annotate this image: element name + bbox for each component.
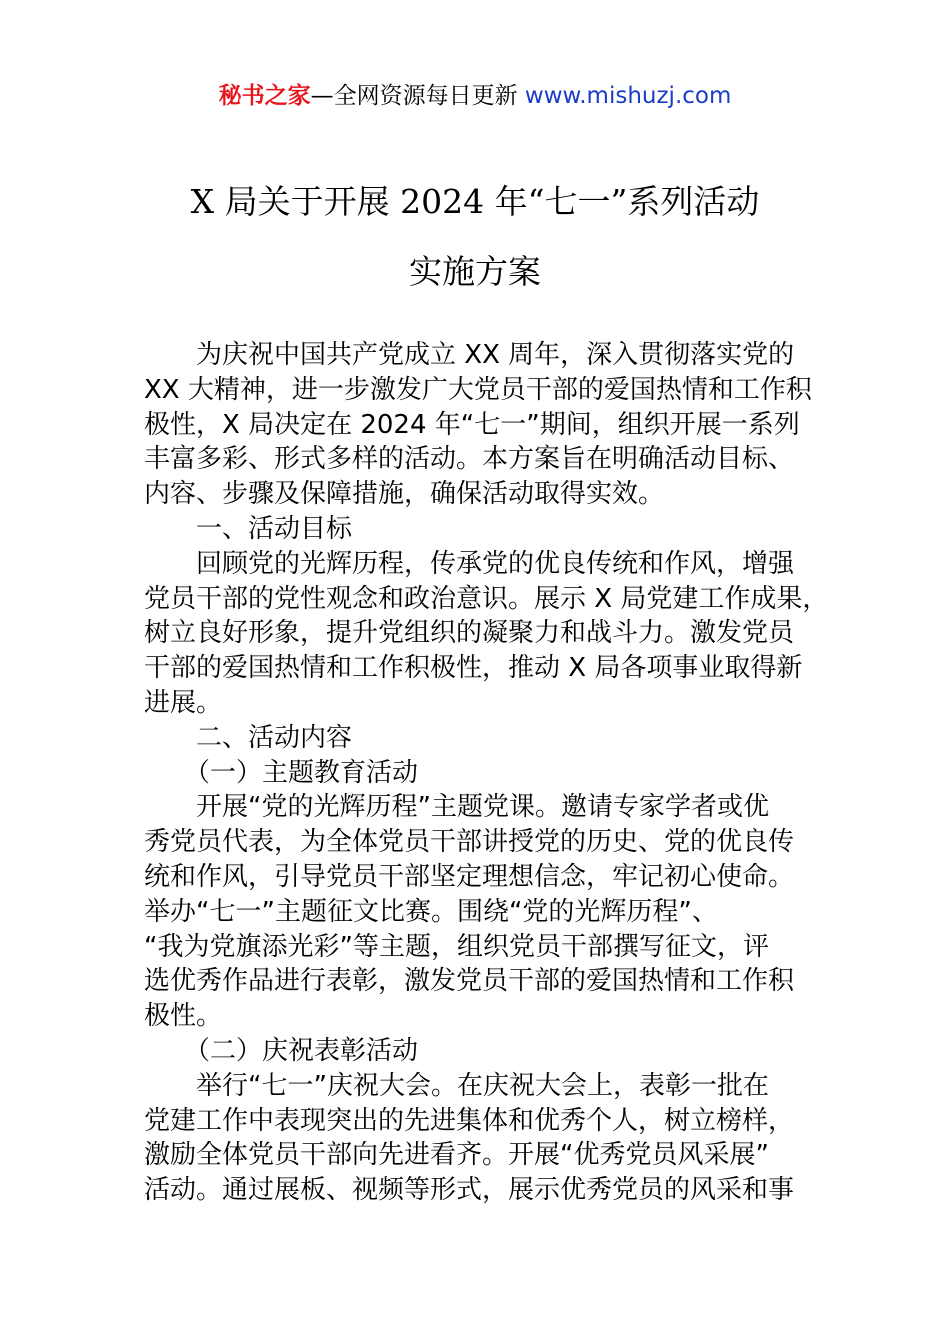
body-line: 内容、步骤及保障措施，确保活动取得实效。 — [144, 479, 665, 510]
body-line: 极性，X 局决定在 2024 年“七一”期间，组织开展一系列 — [144, 409, 800, 440]
section-heading: 一、活动目标 — [196, 513, 353, 544]
document-body — [144, 338, 829, 1208]
body-line: 选优秀作品进行表彰，激发党员干部的爱国热情和工作积 — [144, 966, 795, 997]
body-line: XX 大精神，进一步激发广大党员干部的爱国热情和工作积 — [144, 374, 812, 405]
subsection-heading: （一）主题教育活动 — [184, 757, 419, 788]
body-line: 为庆祝中国共产党成立 XX 周年，深入贯彻落实党的 — [196, 340, 795, 370]
body-line: 党建工作中表现突出的先进集体和优秀个人，树立榜样， — [144, 1105, 795, 1136]
body-line: 举行“七一”庆祝大会。在庆祝大会上，表彰一批在 — [196, 1070, 769, 1101]
body-line: 活动。通过展板、视频等形式，展示优秀党员的风采和事 — [144, 1175, 795, 1206]
site-url-link[interactable]: www.mishuzj.com — [524, 83, 732, 109]
site-brand: 秘书之家 — [218, 83, 311, 109]
site-header — [0, 80, 950, 112]
body-line: 树立良好形象，提升党组织的凝聚力和战斗力。激发党员 — [144, 618, 795, 649]
body-line: 干部的爱国热情和工作积极性，推动 X 局各项事业取得新 — [144, 653, 803, 684]
document-title-line-2: 实施方案 — [409, 252, 541, 291]
body-line: 统和作风，引导党员干部坚定理想信念，牢记初心使命。 — [144, 861, 795, 892]
body-line: 激励全体党员干部向先进看齐。开展“优秀党员风采展” — [144, 1140, 769, 1171]
body-line: “我为党旗添光彩”等主题，组织党员干部撰写征文，评 — [144, 931, 769, 962]
site-slogan: —全网资源每日更新 — [310, 83, 518, 109]
section-heading: 二、活动内容 — [196, 722, 353, 753]
body-line: 回顾党的光辉历程，传承党的优良传统和作风，增强 — [196, 548, 795, 579]
subsection-heading: （二）庆祝表彰活动 — [184, 1035, 419, 1066]
body-line: 丰富多彩、形式多样的活动。本方案旨在明确活动目标、 — [144, 444, 795, 475]
document-title-line-1: X 局关于开展 2024 年“七一”系列活动 — [190, 182, 760, 221]
body-line: 开展“党的光辉历程”主题党课。邀请专家学者或优 — [196, 792, 769, 823]
body-line: 进展。 — [144, 687, 223, 718]
body-line: 党员干部的党性观念和政治意识。展示 X 局党建工作成果， — [144, 583, 829, 614]
body-line: 举办“七一”主题征文比赛。围绕“党的光辉历程”、 — [144, 896, 718, 927]
body-line: 秀党员代表，为全体党员干部讲授党的历史、党的优良传 — [144, 827, 795, 858]
body-line: 极性。 — [144, 1001, 223, 1032]
